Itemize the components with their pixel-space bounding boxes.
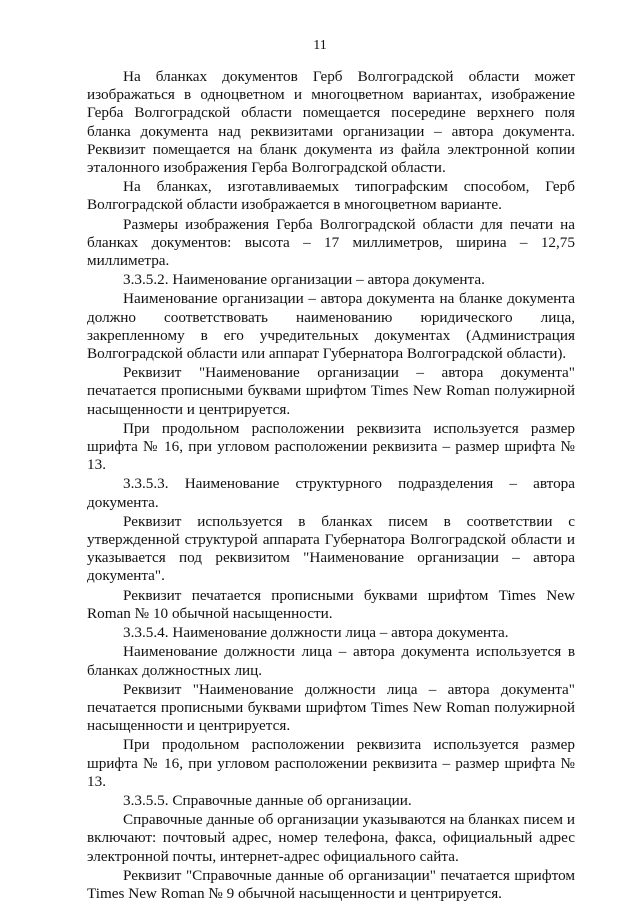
paragraph: Наименование должности лица – автора документа используется в бланках должностных лиц. <box>87 643 575 679</box>
section-heading: 3.3.5.2. Наименование организации – автора документа. <box>123 271 485 289</box>
paragraph: Справочные данные об организации указываются на бланках писем и включают: почтовый адрес, номер телефона, факса, официальный адрес электронной почты, интернет-адрес официального сайта. <box>87 811 575 865</box>
paragraph: При продольном расположении реквизита используется размер шрифта № 16, при угловом расположении реквизита – размер шрифта № 13. <box>87 736 575 790</box>
section-heading: 3.3.5.3. Наименование структурного подразделения – автора документа. <box>87 475 575 511</box>
paragraph: При продольном расположении реквизита используется размер шрифта № 16, при угловом расположении реквизита – размер шрифта № 13. <box>87 419 575 474</box>
paragraph: Наименование организации – автора документа на бланке документа должно соответствовать наименованию юридического лица, закрепленному в его учредительных документах (Администрация Волгоградской области или аппарат Губернатора Волгоградской области). <box>87 290 575 363</box>
paragraph: Реквизит "Наименование организации – автора документа" печатается прописными буквами шрифтом Times New Roman полужирной насыщенности и центрируется. <box>87 364 575 418</box>
paragraph: На бланках, изготавливаемых типографским способом, Герб Волгоградской области изображается в многоцветном варианте. <box>87 178 575 214</box>
section-heading: 3.3.5.5. Справочные данные об организации. <box>123 791 412 809</box>
paragraph: На бланках документов Герб Волгоградской области может изображаться в одноцветном и многоцветном вариантах, изображение Герба Волгоградской области помещается посередине верхнего поля бланка документа над реквизитами организации – автора документа. Реквизит помещается на бланк документа из файла электронной копии эталонного изображения Герба Волгоградской области. <box>87 68 575 177</box>
section-heading: 3.3.5.4. Наименование должности лица – автора документа. <box>123 624 509 642</box>
paragraph: Реквизит используется в бланках писем в соответствии с утвержденной структурой аппарата Губернатора Волгоградской области и указывается под реквизитом "Наименование организации – автора документа". <box>87 512 575 585</box>
paragraph: Размеры изображения Герба Волгоградской области для печати на бланках документов: высота – 17 миллиметров, ширина – 12,75 миллиметра. <box>87 215 575 270</box>
paragraph: Реквизит печатается прописными буквами шрифтом Times New Roman № 10 обычной насыщенности. <box>87 586 575 622</box>
paragraph: Реквизит "Наименование должности лица – автора документа" печатается прописными буквами шрифтом Times New Roman полужирной насыщенности и центрируется. <box>87 680 575 735</box>
document-body <box>87 68 575 903</box>
paragraph: Реквизит "Справочные данные об организации" печатается шрифтом Times New Roman № 9 обычной насыщенности и центрируется. <box>87 866 575 902</box>
page-number: 11 <box>313 38 327 53</box>
